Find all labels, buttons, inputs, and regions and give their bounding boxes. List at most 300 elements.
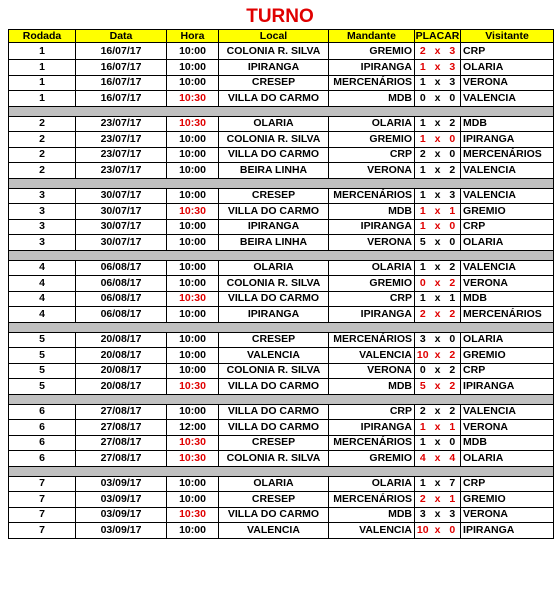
- score-separator: x: [431, 363, 445, 379]
- score-separator: x: [431, 116, 445, 132]
- home-team-cell: CRP: [329, 291, 415, 307]
- away-team-cell: OLARIA: [461, 60, 554, 76]
- home-team-cell: MDB: [329, 507, 415, 523]
- venue-cell: VILLA DO CARMO: [219, 420, 329, 436]
- score-separator: x: [431, 507, 445, 523]
- round-separator-cell: [9, 394, 554, 404]
- away-score-cell: 2: [445, 163, 461, 179]
- table-row: [9, 404, 554, 420]
- venue-cell: COLONIA R. SILVA: [219, 363, 329, 379]
- venue-cell: VILLA DO CARMO: [219, 91, 329, 107]
- home-score-cell: 3: [415, 507, 431, 523]
- away-team-cell: IPIRANGA: [461, 379, 554, 395]
- date-cell: 03/09/17: [76, 523, 167, 539]
- home-score-cell: 2: [415, 43, 431, 60]
- time-cell: 10:30: [167, 379, 219, 395]
- date-cell: 03/09/17: [76, 492, 167, 508]
- home-score-cell: 2: [415, 404, 431, 420]
- rodada-cell: 7: [9, 523, 76, 539]
- venue-cell: VILLA DO CARMO: [219, 507, 329, 523]
- rodada-cell: 7: [9, 492, 76, 508]
- home-team-cell: CRP: [329, 147, 415, 163]
- time-cell: 10:00: [167, 476, 219, 492]
- table-row: [9, 132, 554, 148]
- round-separator-cell: [9, 466, 554, 476]
- away-team-cell: CRP: [461, 219, 554, 235]
- away-team-cell: MERCENÁRIOS: [461, 147, 554, 163]
- away-team-cell: VALENCIA: [461, 404, 554, 420]
- home-score-cell: 10: [415, 523, 431, 539]
- away-score-cell: 1: [445, 420, 461, 436]
- round-separator-cell: [9, 250, 554, 260]
- col-header-placar: PLACAR: [415, 29, 460, 42]
- away-score-cell: 2: [445, 260, 461, 276]
- time-cell: 10:00: [167, 307, 219, 323]
- time-cell: 10:00: [167, 235, 219, 251]
- rodada-cell: 3: [9, 219, 76, 235]
- venue-cell: BEIRA LINHA: [219, 235, 329, 251]
- table-row: [9, 379, 554, 395]
- col-header-local: Local: [219, 30, 329, 43]
- score-separator: x: [431, 276, 445, 292]
- table-row: [9, 276, 554, 292]
- score-separator: x: [431, 235, 445, 251]
- col-header-hora: Hora: [167, 30, 219, 43]
- date-cell: 03/09/17: [76, 507, 167, 523]
- table-row: [9, 43, 554, 60]
- away-score-cell: 2: [445, 379, 461, 395]
- date-cell: 30/07/17: [76, 219, 167, 235]
- away-team-cell: GREMIO: [461, 492, 554, 508]
- score-separator: x: [431, 147, 445, 163]
- rodada-cell: 3: [9, 188, 76, 204]
- away-score-cell: 3: [445, 75, 461, 91]
- home-score-cell: 0: [415, 363, 431, 379]
- away-team-cell: MERCENÁRIOS: [461, 307, 554, 323]
- date-cell: 30/07/17: [76, 204, 167, 220]
- away-team-cell: MDB: [461, 291, 554, 307]
- away-team-cell: OLARIA: [461, 451, 554, 467]
- date-cell: 27/08/17: [76, 435, 167, 451]
- time-cell: 10:00: [167, 219, 219, 235]
- away-team-cell: CRP: [461, 363, 554, 379]
- time-cell: 10:00: [167, 188, 219, 204]
- home-team-cell: MERCENÁRIOS: [329, 435, 415, 451]
- page-title: TURNO: [246, 6, 314, 27]
- table-row: [9, 507, 554, 523]
- score-separator: x: [431, 188, 445, 204]
- away-team-cell: OLARIA: [461, 235, 554, 251]
- date-cell: 27/08/17: [76, 404, 167, 420]
- table-row: [9, 91, 554, 107]
- time-cell: 10:00: [167, 332, 219, 348]
- date-cell: 27/08/17: [76, 451, 167, 467]
- home-score-cell: 1: [415, 188, 431, 204]
- venue-cell: CRESEP: [219, 492, 329, 508]
- venue-cell: IPIRANGA: [219, 60, 329, 76]
- venue-cell: CRESEP: [219, 435, 329, 451]
- home-score-cell: 0: [415, 276, 431, 292]
- rodada-cell: 6: [9, 451, 76, 467]
- score-separator: x: [431, 91, 445, 107]
- rodada-cell: 6: [9, 404, 76, 420]
- date-cell: 06/08/17: [76, 291, 167, 307]
- home-team-cell: VERONA: [329, 235, 415, 251]
- away-score-cell: 0: [445, 91, 461, 107]
- home-score-cell: 5: [415, 379, 431, 395]
- date-cell: 16/07/17: [76, 75, 167, 91]
- score-separator: x: [431, 60, 445, 76]
- away-score-cell: 0: [445, 219, 461, 235]
- table-row: [9, 291, 554, 307]
- time-cell: 10:00: [167, 276, 219, 292]
- away-score-cell: 3: [445, 507, 461, 523]
- away-score-cell: 2: [445, 276, 461, 292]
- time-cell: 10:00: [167, 147, 219, 163]
- time-cell: 10:00: [167, 363, 219, 379]
- date-cell: 30/07/17: [76, 188, 167, 204]
- date-cell: 20/08/17: [76, 363, 167, 379]
- home-team-cell: CRP: [329, 404, 415, 420]
- home-team-cell: GREMIO: [329, 43, 415, 60]
- home-score-cell: 5: [415, 235, 431, 251]
- home-team-cell: VERONA: [329, 163, 415, 179]
- venue-cell: IPIRANGA: [219, 307, 329, 323]
- rodada-cell: 1: [9, 75, 76, 91]
- col-header-data: Data: [76, 30, 167, 43]
- time-cell: 10:00: [167, 132, 219, 148]
- venue-cell: COLONIA R. SILVA: [219, 451, 329, 467]
- away-team-cell: CRP: [461, 43, 554, 60]
- home-team-cell: VALENCIA: [329, 523, 415, 539]
- time-cell: 10:00: [167, 60, 219, 76]
- away-team-cell: VERONA: [461, 75, 554, 91]
- col-header-mandante: Mandante: [329, 30, 415, 43]
- home-score-cell: 1: [415, 420, 431, 436]
- home-score-cell: 1: [415, 163, 431, 179]
- home-team-cell: MERCENÁRIOS: [329, 332, 415, 348]
- table-row: [9, 75, 554, 91]
- score-separator: x: [431, 492, 445, 508]
- date-cell: 23/07/17: [76, 132, 167, 148]
- away-score-cell: 0: [445, 147, 461, 163]
- away-score-cell: 0: [445, 132, 461, 148]
- date-cell: 23/07/17: [76, 163, 167, 179]
- home-team-cell: MDB: [329, 91, 415, 107]
- date-cell: 23/07/17: [76, 116, 167, 132]
- away-team-cell: VERONA: [461, 276, 554, 292]
- away-team-cell: GREMIO: [461, 348, 554, 364]
- table-row: [9, 348, 554, 364]
- score-separator: x: [431, 348, 445, 364]
- date-cell: 16/07/17: [76, 43, 167, 60]
- venue-cell: COLONIA R. SILVA: [219, 132, 329, 148]
- round-separator-cell: [9, 322, 554, 332]
- table-row: [9, 451, 554, 467]
- venue-cell: VILLA DO CARMO: [219, 204, 329, 220]
- home-score-cell: 1: [415, 116, 431, 132]
- venue-cell: IPIRANGA: [219, 219, 329, 235]
- venue-cell: VALENCIA: [219, 523, 329, 539]
- rodada-cell: 4: [9, 307, 76, 323]
- home-team-cell: VERONA: [329, 363, 415, 379]
- table-row: [9, 492, 554, 508]
- away-score-cell: 2: [445, 116, 461, 132]
- venue-cell: VILLA DO CARMO: [219, 404, 329, 420]
- home-team-cell: OLARIA: [329, 260, 415, 276]
- table-row: [9, 163, 554, 179]
- table-row: [9, 60, 554, 76]
- venue-cell: VILLA DO CARMO: [219, 291, 329, 307]
- venue-cell: VILLA DO CARMO: [219, 147, 329, 163]
- time-cell: 10:30: [167, 291, 219, 307]
- venue-cell: OLARIA: [219, 260, 329, 276]
- home-team-cell: OLARIA: [329, 116, 415, 132]
- date-cell: 30/07/17: [76, 235, 167, 251]
- rodada-cell: 2: [9, 116, 76, 132]
- table-row: [9, 332, 554, 348]
- home-score-cell: 10: [415, 348, 431, 364]
- date-cell: 20/08/17: [76, 332, 167, 348]
- rodada-cell: 4: [9, 291, 76, 307]
- score-separator: x: [431, 260, 445, 276]
- home-score-cell: 2: [415, 147, 431, 163]
- away-score-cell: 3: [445, 43, 461, 60]
- table-row: [9, 116, 554, 132]
- rodada-cell: 5: [9, 332, 76, 348]
- home-team-cell: VALENCIA: [329, 348, 415, 364]
- home-score-cell: 0: [415, 91, 431, 107]
- away-team-cell: MDB: [461, 435, 554, 451]
- away-score-cell: 1: [445, 291, 461, 307]
- away-team-cell: CRP: [461, 476, 554, 492]
- time-cell: 10:00: [167, 75, 219, 91]
- away-score-cell: 1: [445, 492, 461, 508]
- round-separator: [9, 394, 554, 404]
- table-row: [9, 307, 554, 323]
- home-team-cell: IPIRANGA: [329, 420, 415, 436]
- table-row: [9, 204, 554, 220]
- score-separator: x: [431, 379, 445, 395]
- rodada-cell: 5: [9, 379, 76, 395]
- rodada-cell: 2: [9, 163, 76, 179]
- rodada-cell: 1: [9, 43, 76, 60]
- schedule-body: [9, 30, 554, 539]
- away-team-cell: GREMIO: [461, 204, 554, 220]
- home-team-cell: IPIRANGA: [329, 219, 415, 235]
- away-score-cell: 7: [445, 476, 461, 492]
- venue-cell: BEIRA LINHA: [219, 163, 329, 179]
- score-separator: x: [431, 420, 445, 436]
- home-score-cell: 4: [415, 451, 431, 467]
- score-separator: x: [431, 523, 445, 539]
- home-team-cell: IPIRANGA: [329, 60, 415, 76]
- venue-cell: OLARIA: [219, 476, 329, 492]
- score-separator: x: [431, 43, 445, 60]
- away-team-cell: VALENCIA: [461, 260, 554, 276]
- table-row: [9, 188, 554, 204]
- time-cell: 10:30: [167, 507, 219, 523]
- home-score-cell: 1: [415, 60, 431, 76]
- rodada-cell: 3: [9, 204, 76, 220]
- table-row: [9, 523, 554, 539]
- home-team-cell: IPIRANGA: [329, 307, 415, 323]
- home-score-cell: 1: [415, 204, 431, 220]
- away-score-cell: 2: [445, 348, 461, 364]
- rodada-cell: 1: [9, 91, 76, 107]
- away-team-cell: VALENCIA: [461, 91, 554, 107]
- score-separator: x: [431, 451, 445, 467]
- away-score-cell: 1: [445, 204, 461, 220]
- rodada-cell: 4: [9, 276, 76, 292]
- venue-cell: COLONIA R. SILVA: [219, 276, 329, 292]
- score-separator: x: [431, 332, 445, 348]
- venue-cell: VALENCIA: [219, 348, 329, 364]
- away-team-cell: VALENCIA: [461, 163, 554, 179]
- round-separator: [9, 466, 554, 476]
- time-cell: 10:00: [167, 523, 219, 539]
- home-score-cell: 1: [415, 132, 431, 148]
- home-team-cell: MDB: [329, 204, 415, 220]
- away-team-cell: VERONA: [461, 507, 554, 523]
- score-separator: x: [431, 476, 445, 492]
- home-score-cell: 2: [415, 307, 431, 323]
- table-row: [9, 476, 554, 492]
- rodada-cell: 7: [9, 476, 76, 492]
- home-score-cell: 1: [415, 219, 431, 235]
- home-team-cell: OLARIA: [329, 476, 415, 492]
- away-score-cell: 0: [445, 235, 461, 251]
- time-cell: 10:30: [167, 451, 219, 467]
- table-row: [9, 147, 554, 163]
- away-score-cell: 2: [445, 363, 461, 379]
- home-score-cell: 2: [415, 492, 431, 508]
- venue-cell: CRESEP: [219, 188, 329, 204]
- date-cell: 23/07/17: [76, 147, 167, 163]
- time-cell: 10:00: [167, 492, 219, 508]
- score-separator: x: [431, 307, 445, 323]
- away-score-cell: 4: [445, 451, 461, 467]
- table-row: [9, 435, 554, 451]
- date-cell: 27/08/17: [76, 420, 167, 436]
- score-separator: x: [431, 132, 445, 148]
- home-team-cell: MERCENÁRIOS: [329, 188, 415, 204]
- score-separator: x: [431, 163, 445, 179]
- away-score-cell: 3: [445, 60, 461, 76]
- date-cell: 20/08/17: [76, 379, 167, 395]
- away-score-cell: 3: [445, 188, 461, 204]
- score-separator: x: [431, 75, 445, 91]
- away-score-cell: 0: [445, 435, 461, 451]
- home-score-cell: 1: [415, 75, 431, 91]
- rodada-cell: 3: [9, 235, 76, 251]
- score-separator: x: [431, 404, 445, 420]
- away-score-cell: 0: [445, 332, 461, 348]
- away-team-cell: VERONA: [461, 420, 554, 436]
- home-team-cell: MDB: [329, 379, 415, 395]
- score-separator: x: [431, 204, 445, 220]
- time-cell: 10:30: [167, 204, 219, 220]
- time-cell: 10:00: [167, 348, 219, 364]
- round-separator-cell: [9, 178, 554, 188]
- header-row: [9, 30, 554, 43]
- away-team-cell: IPIRANGA: [461, 523, 554, 539]
- home-score-cell: 1: [415, 260, 431, 276]
- rodada-cell: 4: [9, 260, 76, 276]
- table-row: [9, 219, 554, 235]
- rodada-cell: 6: [9, 420, 76, 436]
- table-row: [9, 260, 554, 276]
- home-score-cell: 1: [415, 476, 431, 492]
- away-team-cell: IPIRANGA: [461, 132, 554, 148]
- date-cell: 03/09/17: [76, 476, 167, 492]
- table-row: [9, 235, 554, 251]
- date-cell: 06/08/17: [76, 260, 167, 276]
- home-team-cell: GREMIO: [329, 132, 415, 148]
- venue-cell: CRESEP: [219, 75, 329, 91]
- away-team-cell: OLARIA: [461, 332, 554, 348]
- home-score-cell: 3: [415, 332, 431, 348]
- rodada-cell: 1: [9, 60, 76, 76]
- away-team-cell: MDB: [461, 116, 554, 132]
- rodada-cell: 5: [9, 348, 76, 364]
- rodada-cell: 2: [9, 132, 76, 148]
- away-score-cell: 0: [445, 523, 461, 539]
- score-separator: x: [431, 291, 445, 307]
- away-score-cell: 2: [445, 404, 461, 420]
- rodada-cell: 7: [9, 507, 76, 523]
- col-header-visitante: Visitante: [461, 30, 554, 43]
- away-score-cell: 2: [445, 307, 461, 323]
- time-cell: 10:00: [167, 404, 219, 420]
- venue-cell: CRESEP: [219, 332, 329, 348]
- home-score-cell: 1: [415, 435, 431, 451]
- round-separator: [9, 106, 554, 116]
- table-row: [9, 363, 554, 379]
- away-team-cell: VALENCIA: [461, 188, 554, 204]
- table-row: [9, 420, 554, 436]
- home-team-cell: MERCENÁRIOS: [329, 75, 415, 91]
- rodada-cell: 2: [9, 147, 76, 163]
- date-cell: 16/07/17: [76, 60, 167, 76]
- time-cell: 10:00: [167, 260, 219, 276]
- score-separator: x: [431, 219, 445, 235]
- home-team-cell: GREMIO: [329, 451, 415, 467]
- rodada-cell: 6: [9, 435, 76, 451]
- rodada-cell: 5: [9, 363, 76, 379]
- venue-cell: VILLA DO CARMO: [219, 379, 329, 395]
- schedule-table: [8, 29, 554, 539]
- home-team-cell: GREMIO: [329, 276, 415, 292]
- date-cell: 20/08/17: [76, 348, 167, 364]
- date-cell: 16/07/17: [76, 91, 167, 107]
- venue-cell: OLARIA: [219, 116, 329, 132]
- venue-cell: COLONIA R. SILVA: [219, 43, 329, 60]
- round-separator: [9, 178, 554, 188]
- date-cell: 06/08/17: [76, 307, 167, 323]
- home-team-cell: MERCENÁRIOS: [329, 492, 415, 508]
- score-separator: x: [431, 435, 445, 451]
- date-cell: 06/08/17: [76, 276, 167, 292]
- time-cell: 10:30: [167, 116, 219, 132]
- time-cell: 10:30: [167, 435, 219, 451]
- time-cell: 12:00: [167, 420, 219, 436]
- round-separator: [9, 250, 554, 260]
- round-separator-cell: [9, 106, 554, 116]
- home-score-cell: 1: [415, 291, 431, 307]
- time-cell: 10:30: [167, 91, 219, 107]
- round-separator: [9, 322, 554, 332]
